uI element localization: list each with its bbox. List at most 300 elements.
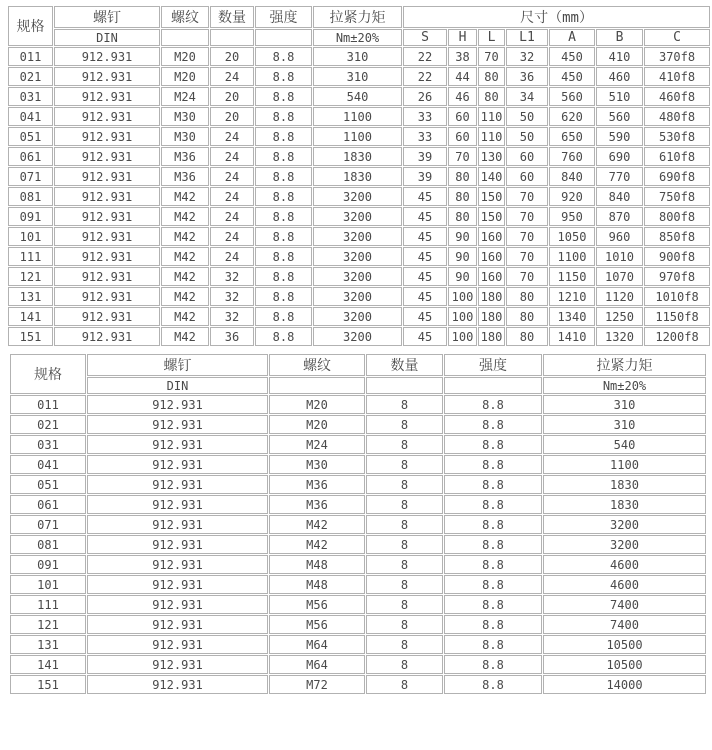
table-cell: 041 <box>8 107 53 126</box>
table-cell: 912.931 <box>54 127 160 146</box>
table-cell: 32 <box>210 307 254 326</box>
table-cell: 24 <box>210 167 254 186</box>
table-cell: M36 <box>269 475 365 494</box>
table-cell: 80 <box>506 327 548 346</box>
table-cell: 10500 <box>543 635 706 654</box>
col-header-dim-l: L <box>478 29 505 46</box>
empty-header-cell <box>255 29 312 46</box>
table-cell: 912.931 <box>54 67 160 86</box>
table-cell: 1830 <box>313 167 402 186</box>
table-cell: M30 <box>161 107 209 126</box>
table-cell: 14000 <box>543 675 706 694</box>
table-cell: 912.931 <box>54 47 160 66</box>
table-cell: 70 <box>478 47 505 66</box>
table-row <box>8 327 710 346</box>
table-cell: 370f8 <box>644 47 710 66</box>
table-cell: 8.8 <box>444 635 542 654</box>
table-row <box>10 635 706 654</box>
table-cell: 70 <box>506 207 548 226</box>
col-header-dim-c: C <box>644 29 710 46</box>
table-cell: 70 <box>506 247 548 266</box>
table-cell: 850f8 <box>644 227 710 246</box>
table-row <box>10 595 706 614</box>
table-cell: 310 <box>543 415 706 434</box>
table-cell: 50 <box>506 107 548 126</box>
table-cell: 90 <box>448 267 477 286</box>
table-row <box>8 227 710 246</box>
table-cell: 870 <box>596 207 643 226</box>
table-cell: 410 <box>596 47 643 66</box>
table-row <box>10 395 706 414</box>
table-cell: 24 <box>210 127 254 146</box>
table-cell: 1830 <box>543 475 706 494</box>
table-cell: 310 <box>313 67 402 86</box>
table-row <box>8 167 710 186</box>
table-cell: 031 <box>10 435 86 454</box>
table-cell: 8.8 <box>444 475 542 494</box>
table-cell: M42 <box>161 327 209 346</box>
table-cell: M20 <box>161 47 209 66</box>
table-cell: 39 <box>403 147 447 166</box>
table-cell: 1200f8 <box>644 327 710 346</box>
table-cell: 33 <box>403 127 447 146</box>
table-cell: 840 <box>549 167 595 186</box>
table-cell: 1150f8 <box>644 307 710 326</box>
table-cell: 8 <box>366 635 443 654</box>
table-cell: 460 <box>596 67 643 86</box>
table-cell: 031 <box>8 87 53 106</box>
table-cell: M30 <box>269 455 365 474</box>
table-cell: 450 <box>549 47 595 66</box>
table-cell: 3200 <box>313 287 402 306</box>
table-cell: 110 <box>478 107 505 126</box>
table-cell: 061 <box>8 147 53 166</box>
table-cell: 45 <box>403 187 447 206</box>
table-cell: 081 <box>10 535 86 554</box>
table-cell: 34 <box>506 87 548 106</box>
table-cell: 970f8 <box>644 267 710 286</box>
table-cell: 8.8 <box>255 207 312 226</box>
table-cell: 912.931 <box>54 227 160 246</box>
table-cell: 44 <box>448 67 477 86</box>
table-cell: M36 <box>269 495 365 514</box>
table-cell: 8.8 <box>444 395 542 414</box>
table-cell: M24 <box>161 87 209 106</box>
table-cell: M42 <box>269 535 365 554</box>
table-cell: 60 <box>448 127 477 146</box>
table-cell: 912.931 <box>54 187 160 206</box>
table-cell: M42 <box>161 307 209 326</box>
table-cell: 101 <box>8 227 53 246</box>
table-cell: 8.8 <box>255 67 312 86</box>
table-cell: 141 <box>10 655 86 674</box>
table-cell: 150 <box>478 187 505 206</box>
table-cell: 80 <box>478 67 505 86</box>
table-cell: 540 <box>543 435 706 454</box>
table-cell: 3200 <box>313 207 402 226</box>
table-cell: 912.931 <box>87 475 268 494</box>
table-cell: M42 <box>161 267 209 286</box>
table-cell: 8 <box>366 495 443 514</box>
table-cell: M20 <box>161 67 209 86</box>
table-cell: 912.931 <box>54 207 160 226</box>
table-cell: 32 <box>210 287 254 306</box>
table-row <box>8 147 710 166</box>
table-row <box>8 127 710 146</box>
table-cell: 011 <box>8 47 53 66</box>
table-cell: 8.8 <box>255 107 312 126</box>
table-cell: 70 <box>506 187 548 206</box>
table-cell: 1100 <box>543 455 706 474</box>
table-cell: 32 <box>210 267 254 286</box>
table-cell: 150 <box>478 207 505 226</box>
col-header-din: DIN <box>87 377 268 394</box>
table-row <box>8 267 710 286</box>
table-cell: 912.931 <box>54 247 160 266</box>
table-cell: 560 <box>549 87 595 106</box>
table-cell: 610f8 <box>644 147 710 166</box>
table-cell: 410f8 <box>644 67 710 86</box>
col-header-screw: 螺钉 <box>54 6 160 28</box>
table-row <box>10 555 706 574</box>
table-cell: 460f8 <box>644 87 710 106</box>
table-cell: 8.8 <box>255 187 312 206</box>
table-row <box>10 435 706 454</box>
table-cell: 590 <box>596 127 643 146</box>
table-cell: M36 <box>161 167 209 186</box>
table-cell: 3200 <box>313 307 402 326</box>
table-cell: 900f8 <box>644 247 710 266</box>
table-cell: 8 <box>366 595 443 614</box>
table-row <box>8 187 710 206</box>
table-cell: 912.931 <box>54 307 160 326</box>
table-cell: 8.8 <box>255 87 312 106</box>
table1-body <box>8 47 710 346</box>
table-cell: 180 <box>478 307 505 326</box>
table-cell: 8.8 <box>255 227 312 246</box>
table-cell: 131 <box>10 635 86 654</box>
table-cell: 20 <box>210 87 254 106</box>
table-cell: 690f8 <box>644 167 710 186</box>
table-row <box>10 475 706 494</box>
table-cell: 8.8 <box>255 127 312 146</box>
table-cell: 8.8 <box>255 147 312 166</box>
table-cell: 8.8 <box>255 267 312 286</box>
table-cell: 130 <box>478 147 505 166</box>
table-cell: 750f8 <box>644 187 710 206</box>
col-header-quantity: 数量 <box>210 6 254 28</box>
table1-header-row-1 <box>8 6 710 28</box>
table-cell: 1150 <box>549 267 595 286</box>
table-cell: 071 <box>10 515 86 534</box>
table-cell: 051 <box>10 475 86 494</box>
table-cell: 1120 <box>596 287 643 306</box>
col-header-dim-b: B <box>596 29 643 46</box>
table-row <box>8 67 710 86</box>
table-cell: 310 <box>543 395 706 414</box>
table-cell: 8.8 <box>444 495 542 514</box>
table-cell: 110 <box>478 127 505 146</box>
table-cell: M42 <box>161 247 209 266</box>
table-row <box>8 47 710 66</box>
table-cell: 8.8 <box>255 307 312 326</box>
table2-body <box>10 395 706 694</box>
table-cell: 20 <box>210 47 254 66</box>
table-row <box>10 575 706 594</box>
table-cell: 8.8 <box>255 287 312 306</box>
table-cell: 061 <box>10 495 86 514</box>
table-cell: 160 <box>478 267 505 286</box>
table-cell: 071 <box>8 167 53 186</box>
table-cell: 912.931 <box>87 595 268 614</box>
table-cell: 80 <box>478 87 505 106</box>
table1-header-row-2 <box>8 29 710 46</box>
table-cell: 912.931 <box>54 87 160 106</box>
table-cell: 650 <box>549 127 595 146</box>
table-cell: 912.931 <box>87 515 268 534</box>
table-cell: M20 <box>269 395 365 414</box>
table-cell: 041 <box>10 455 86 474</box>
table-cell: 011 <box>10 395 86 414</box>
table-cell: 912.931 <box>87 495 268 514</box>
table-cell: 151 <box>8 327 53 346</box>
col-header-din: DIN <box>54 29 160 46</box>
table-cell: 540 <box>313 87 402 106</box>
table-cell: 091 <box>10 555 86 574</box>
table-cell: 180 <box>478 287 505 306</box>
table-cell: 90 <box>448 227 477 246</box>
table-cell: 8.8 <box>444 535 542 554</box>
table-cell: 8.8 <box>444 415 542 434</box>
table-cell: 8.8 <box>255 327 312 346</box>
table-cell: 1100 <box>313 127 402 146</box>
table-cell: 22 <box>403 47 447 66</box>
table-cell: 8 <box>366 435 443 454</box>
table-cell: 140 <box>478 167 505 186</box>
table-cell: 8.8 <box>444 655 542 674</box>
table-row <box>10 495 706 514</box>
table-cell: 4600 <box>543 555 706 574</box>
table-row <box>10 415 706 434</box>
empty-header-cell <box>444 377 542 394</box>
table-cell: 912.931 <box>87 655 268 674</box>
table-cell: 8 <box>366 615 443 634</box>
table-cell: 60 <box>448 107 477 126</box>
col-header-strength: 强度 <box>444 354 542 376</box>
table-cell: 39 <box>403 167 447 186</box>
empty-header-cell <box>210 29 254 46</box>
table-cell: M48 <box>269 555 365 574</box>
table-cell: 111 <box>10 595 86 614</box>
table-cell: 8 <box>366 515 443 534</box>
table-cell: M30 <box>161 127 209 146</box>
table-cell: 24 <box>210 67 254 86</box>
table-cell: 091 <box>8 207 53 226</box>
col-header-torque: 拉紧力矩 <box>313 6 402 28</box>
table2-header-row-2 <box>10 377 706 394</box>
table-cell: 770 <box>596 167 643 186</box>
table-cell: 60 <box>506 167 548 186</box>
table-cell: 160 <box>478 227 505 246</box>
table-cell: 1340 <box>549 307 595 326</box>
empty-header-cell <box>161 29 209 46</box>
table-cell: 8 <box>366 555 443 574</box>
table-row <box>10 535 706 554</box>
table-cell: 1830 <box>313 147 402 166</box>
table-cell: 920 <box>549 187 595 206</box>
table-cell: 051 <box>8 127 53 146</box>
table-cell: 560 <box>596 107 643 126</box>
table-cell: M42 <box>161 227 209 246</box>
table-cell: 480f8 <box>644 107 710 126</box>
table-cell: 800f8 <box>644 207 710 226</box>
table-cell: 8.8 <box>255 167 312 186</box>
col-header-size: 尺寸（mm） <box>403 6 710 28</box>
table-cell: 24 <box>210 187 254 206</box>
table-cell: 8 <box>366 535 443 554</box>
table-cell: 021 <box>10 415 86 434</box>
table-cell: 8 <box>366 655 443 674</box>
table-cell: 7400 <box>543 615 706 634</box>
table-cell: M56 <box>269 595 365 614</box>
empty-header-cell <box>366 377 443 394</box>
table-cell: 950 <box>549 207 595 226</box>
table-cell: 60 <box>506 147 548 166</box>
table-cell: 912.931 <box>54 147 160 166</box>
table-cell: 530f8 <box>644 127 710 146</box>
table-cell: 1410 <box>549 327 595 346</box>
table-row <box>10 615 706 634</box>
table-cell: 8.8 <box>444 595 542 614</box>
table-cell: 80 <box>506 307 548 326</box>
table-cell: 912.931 <box>87 615 268 634</box>
table-row <box>10 515 706 534</box>
table-cell: 912.931 <box>87 535 268 554</box>
table-cell: 021 <box>8 67 53 86</box>
table-cell: M72 <box>269 675 365 694</box>
table-cell: 8.8 <box>444 675 542 694</box>
table-cell: 450 <box>549 67 595 86</box>
col-header-thread: 螺纹 <box>161 6 209 28</box>
col-header-screw: 螺钉 <box>87 354 268 376</box>
table-cell: 8 <box>366 415 443 434</box>
table-cell: 912.931 <box>87 555 268 574</box>
empty-header-cell <box>269 377 365 394</box>
table-cell: 70 <box>506 267 548 286</box>
table-row <box>8 87 710 106</box>
col-header-strength: 强度 <box>255 6 312 28</box>
table-cell: 24 <box>210 247 254 266</box>
table-row <box>8 287 710 306</box>
table-cell: 8 <box>366 455 443 474</box>
table-cell: M36 <box>161 147 209 166</box>
table-cell: 180 <box>478 327 505 346</box>
table-cell: 912.931 <box>87 635 268 654</box>
table-cell: 3200 <box>313 187 402 206</box>
col-header-dim-a: A <box>549 29 595 46</box>
table-cell: 620 <box>549 107 595 126</box>
table-cell: 24 <box>210 227 254 246</box>
table-row <box>10 655 706 674</box>
table-cell: 45 <box>403 247 447 266</box>
table-cell: 3200 <box>313 267 402 286</box>
table-cell: M48 <box>269 575 365 594</box>
table-cell: 8.8 <box>444 455 542 474</box>
table-row <box>10 455 706 474</box>
table-cell: 8.8 <box>444 575 542 594</box>
table-cell: 8.8 <box>444 555 542 574</box>
table-row <box>8 247 710 266</box>
table-cell: 160 <box>478 247 505 266</box>
col-header-torque: 拉紧力矩 <box>543 354 706 376</box>
table-cell: 3200 <box>543 535 706 554</box>
table-row <box>10 675 706 694</box>
table2-header-row-1 <box>10 354 706 376</box>
table-cell: 80 <box>448 167 477 186</box>
table-cell: 3200 <box>313 327 402 346</box>
table-cell: 1010f8 <box>644 287 710 306</box>
table-row <box>8 107 710 126</box>
table-cell: 8 <box>366 675 443 694</box>
table-cell: 8 <box>366 575 443 594</box>
table-cell: 3200 <box>543 515 706 534</box>
table-cell: 50 <box>506 127 548 146</box>
table-cell: M42 <box>161 287 209 306</box>
table-cell: 8.8 <box>444 435 542 454</box>
table-cell: 38 <box>448 47 477 66</box>
table-cell: 45 <box>403 267 447 286</box>
table-cell: 24 <box>210 207 254 226</box>
table-cell: M42 <box>161 207 209 226</box>
table-cell: 1050 <box>549 227 595 246</box>
table-cell: 45 <box>403 207 447 226</box>
table-cell: 80 <box>448 187 477 206</box>
table-cell: 10500 <box>543 655 706 674</box>
table-cell: 8.8 <box>255 47 312 66</box>
table-cell: 1010 <box>596 247 643 266</box>
col-header-dim-s: S <box>403 29 447 46</box>
table-cell: 1210 <box>549 287 595 306</box>
table-cell: 912.931 <box>54 267 160 286</box>
table-cell: 1070 <box>596 267 643 286</box>
table-cell: 912.931 <box>54 327 160 346</box>
table-cell: 8 <box>366 475 443 494</box>
table-cell: M42 <box>161 187 209 206</box>
col-header-spec: 规格 <box>10 354 86 394</box>
table-cell: M42 <box>269 515 365 534</box>
col-header-thread: 螺纹 <box>269 354 365 376</box>
table-cell: 8.8 <box>255 247 312 266</box>
table-cell: 100 <box>448 287 477 306</box>
table-cell: M64 <box>269 635 365 654</box>
table-cell: 1100 <box>549 247 595 266</box>
table-cell: 310 <box>313 47 402 66</box>
table-cell: 131 <box>8 287 53 306</box>
table-cell: 90 <box>448 247 477 266</box>
col-header-spec: 规格 <box>8 6 53 46</box>
table-cell: 100 <box>448 327 477 346</box>
table-cell: 912.931 <box>54 107 160 126</box>
table-cell: 45 <box>403 327 447 346</box>
table-cell: 121 <box>10 615 86 634</box>
table-cell: 081 <box>8 187 53 206</box>
table-cell: 8.8 <box>444 515 542 534</box>
table-cell: 4600 <box>543 575 706 594</box>
table-cell: 20 <box>210 107 254 126</box>
col-header-torque-unit: Nm±20% <box>313 29 402 46</box>
table-cell: 1100 <box>313 107 402 126</box>
table-cell: 45 <box>403 307 447 326</box>
